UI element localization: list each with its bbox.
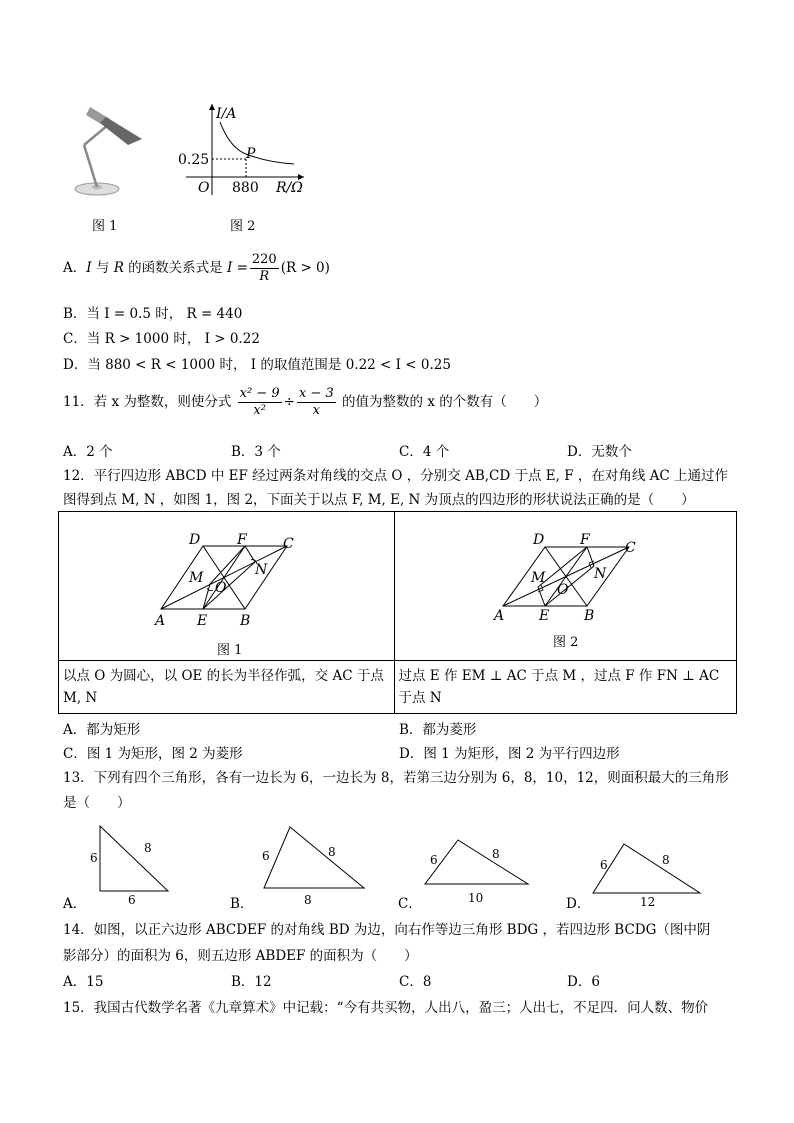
q13-stem-line2: 是（ ） (63, 795, 131, 811)
q14-option-a: A．15 (63, 974, 104, 990)
svg-text:A: A (493, 608, 504, 624)
q12-figure2-cell (394, 512, 736, 661)
q12-stem-line1: 12．平行四边形 ABCD 中 EF 经过两条对角线的交点 O ，分别交 AB,CD 于点 E, F ，在对角线 AC 上通过作 (63, 468, 729, 484)
svg-text:8: 8 (328, 845, 336, 859)
svg-text:D: D (189, 532, 201, 548)
svg-text:D: D (532, 532, 544, 548)
q11-fraction-2: $\frac{x - 3}{x}$ (298, 386, 334, 418)
svg-text:N: N (593, 566, 606, 582)
graph-point-p: P (246, 146, 256, 162)
q12-option-d: D．图 1 为矩形，图 2 为平行四边形 (399, 746, 620, 762)
q10-option-c: C．当 R > 1000 时， I > 0.22 (63, 331, 260, 347)
q14-option-d: D．6 (567, 974, 600, 990)
q10-option-d: D．当 880 < R < 1000 时， I 的取值范围是 0.22 < I < 0.25 (63, 357, 451, 373)
graph-x-label: R/Ω (276, 180, 303, 196)
q11-option-b: B．3 个 (231, 444, 281, 460)
figure1-caption: 图 1 (92, 219, 118, 234)
q15-stem-line1: 15．我国古代数学名著《九章算术》中记载：“今有共买物，人出八，盈三；人出七，不足四．问人数、物价 (63, 1000, 709, 1016)
q12-figure-table (58, 511, 737, 714)
svg-text:8: 8 (144, 841, 152, 855)
svg-text:O: O (215, 580, 227, 596)
svg-text:12: 12 (640, 895, 656, 909)
svg-text:E: E (538, 608, 549, 624)
svg-text:B．: B． (230, 896, 254, 912)
q12-stem-line2: 图得到点 M, N ，如图 1，图 2，下面关于以点 F, M, E, N 为顶点的四边形的形状说法正确的是（ ） (63, 492, 695, 508)
svg-text:C: C (624, 540, 636, 556)
svg-text:O: O (556, 582, 568, 598)
figure2-caption: 图 2 (230, 219, 256, 234)
svg-text:M: M (530, 570, 545, 586)
svg-text:图 1: 图 1 (217, 643, 243, 658)
q12-option-a: A．都为矩形 (63, 722, 141, 738)
parallelogram-figure-2 (395, 512, 738, 661)
desk-lamp-figure (70, 95, 150, 200)
q14-stem-line1: 14．如图，以正六边形 ABCDEF 的对角线 BD 为边，向右作等边三角形 BDG ，若四边形 BCDG（图中阴 (63, 922, 711, 938)
q11-option-c: C．4 个 (399, 444, 450, 460)
svg-text:A: A (155, 613, 166, 629)
q11-option-d: D．无数个 (567, 444, 632, 460)
graph-y-value: 0.25 (178, 152, 210, 168)
svg-text:6: 6 (430, 853, 438, 867)
svg-text:M: M (189, 570, 204, 586)
svg-text:8: 8 (492, 847, 500, 861)
graph-y-label: I/A (216, 106, 237, 122)
svg-text:N: N (255, 562, 268, 578)
svg-text:图 2: 图 2 (552, 635, 578, 650)
svg-text:D．: D． (566, 896, 591, 912)
svg-text:F: F (237, 532, 247, 548)
q14-option-b: B．12 (231, 974, 272, 990)
svg-text:10: 10 (468, 891, 484, 905)
svg-text:A．: A． (63, 896, 87, 912)
graph-x-value: 880 (232, 180, 259, 196)
q11-stem: 11．若 x 为整数，则使分式 $\frac{\text{x² − 9}}{\text{x²}}$ ÷ $\frac{x - 3}{x}$ 的值为整数的 x 的个数有（ ） (63, 386, 548, 418)
parallelogram-figure-1 (59, 512, 395, 661)
q12-figure1-cell (59, 512, 395, 661)
svg-text:6: 6 (262, 849, 270, 863)
svg-text:C．: C． (398, 896, 422, 912)
svg-text:B: B (583, 608, 594, 624)
q11-fraction-1: $\frac{\text{x² − 9}}{\text{x²}}$ (239, 386, 280, 418)
svg-text:6: 6 (600, 858, 608, 872)
q12-figure2-description: 过点 E 作 EM ⊥ AC 于点 M ，过点 F 作 FN ⊥ AC 于点 N (394, 661, 736, 714)
q11-option-a: A．2 个 (63, 444, 113, 460)
q14-stem-line2: 影部分）的面积为 6，则五边形 ABDEF 的面积为（ ） (63, 948, 418, 964)
q10-option-b: B．当 I = 0.5 时， R = 440 (63, 306, 243, 322)
svg-text:F: F (579, 532, 590, 548)
q14-option-c: C．8 (399, 974, 432, 990)
graph-origin: O (198, 180, 210, 196)
current-resistance-graph (176, 100, 316, 200)
q13-triangles (60, 818, 750, 913)
svg-text:6: 6 (90, 851, 98, 865)
svg-text:E: E (197, 613, 208, 629)
svg-text:8: 8 (304, 893, 312, 907)
q12-option-c: C．图 1 为矩形，图 2 为菱形 (63, 746, 243, 762)
svg-text:C: C (283, 536, 294, 552)
svg-text:6: 6 (128, 893, 136, 907)
q10-option-a: A．I 与 R 的函数关系式是 I = $\frac{220}{R}$ (R > 0) (63, 252, 330, 284)
q12-figure1-description: 以点 O 为圆心，以 OE 的长为半径作弧，交 AC 于点 M, N (59, 661, 395, 714)
q10-a-fraction: $\frac{220}{R}$ (251, 252, 277, 284)
q12-option-b: B．都为菱形 (399, 722, 477, 738)
q13-stem-line1: 13．下列有四个三角形，各有一边长为 6，一边长为 8，若第三边分别为 6，8，10，12，则面积最大的三角形 (63, 770, 729, 786)
svg-text:B: B (240, 613, 251, 629)
svg-text:8: 8 (662, 853, 670, 867)
